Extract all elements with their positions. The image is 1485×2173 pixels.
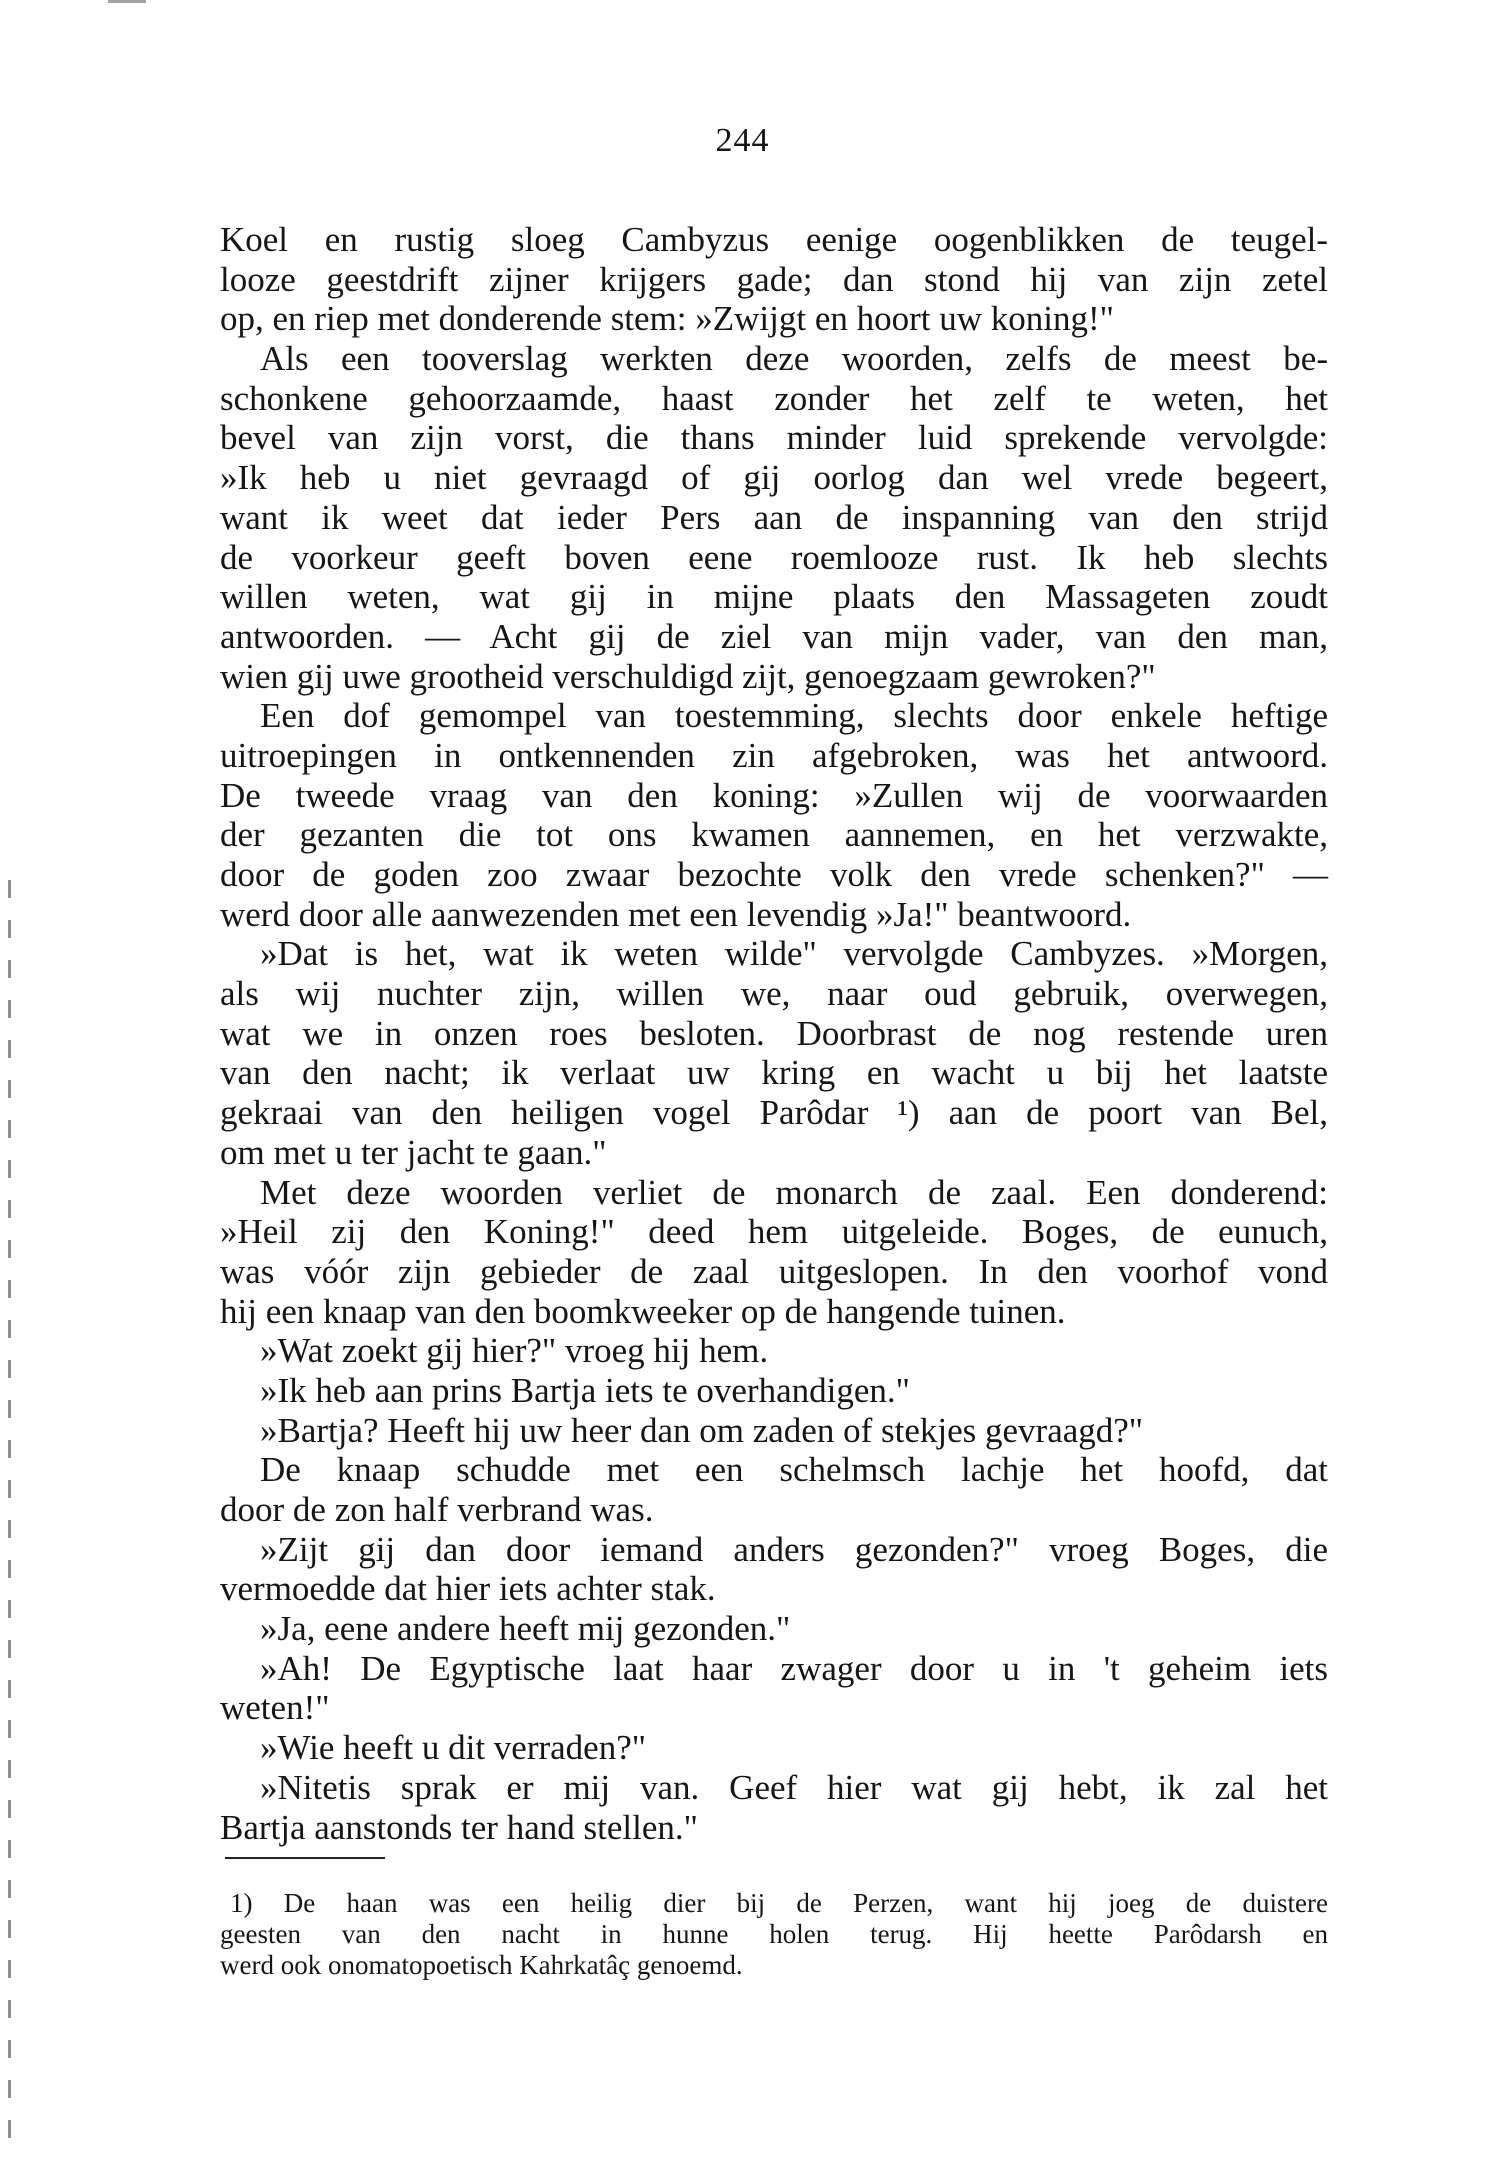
- text-line: De tweede vraag van den koning: »Zullen wij de voorwaarden: [220, 775, 1328, 815]
- paragraph: [220, 220, 1328, 339]
- text-line: om met u ter jacht te gaan.": [220, 1132, 607, 1172]
- text-line: »Ik heb aan prins Bartja iets te overhandigen.": [260, 1370, 910, 1410]
- footnote-line: 1) De haan was een heilig dier bij de Perzen, want hij joeg de duistere: [230, 1888, 1328, 1918]
- text-line: »Wie heeft u dit verraden?": [260, 1728, 647, 1768]
- text-line: »Heil zij den Koning!" deed hem uitgeleide. Boges, de eunuch,: [220, 1212, 1328, 1252]
- text-line: vermoedde dat hier iets achter stak.: [220, 1569, 716, 1609]
- text-line: hij een knaap van den boomkweeker op de hangende tuinen.: [220, 1291, 1066, 1331]
- text-line: door de zon half verbrand was.: [220, 1490, 654, 1529]
- paragraph: [220, 696, 1328, 934]
- text-line: was vóór zijn gebieder de zaal uitgeslopen. In den voorhof vond: [220, 1251, 1328, 1291]
- paragraph: [220, 1728, 1328, 1768]
- text-line: »Ik heb u niet gevraagd of gij oorlog dan wel vrede begeert,: [220, 458, 1328, 498]
- page-number: 244: [715, 122, 770, 159]
- text-line: gekraai van den heiligen vogel Parôdar ¹) aan de poort van Bel,: [220, 1093, 1328, 1133]
- paragraph: [220, 1649, 1328, 1728]
- text-line: looze geestdrift zijner krijgers gade; dan stond hij van zijn zetel: [220, 259, 1328, 299]
- paragraph: [220, 1173, 1328, 1332]
- text-line: »Wat zoekt gij hier?" vroeg hij hem.: [260, 1331, 769, 1371]
- paragraph: [220, 1450, 1328, 1529]
- text-line: want ik weet dat ieder Pers aan de inspanning van den strijd: [220, 497, 1328, 537]
- text-line: der gezanten die tot ons kwamen aannemen, en het verzwakte,: [220, 815, 1328, 855]
- text-line: weten!": [220, 1688, 330, 1728]
- text-line: willen weten, wat gij in mijne plaats den Massageten zoudt: [220, 577, 1328, 617]
- scan-artifact-mark: [108, 0, 146, 3]
- text-line: Een dof gemompel van toestemming, slechts door enkele heftige: [260, 696, 1328, 736]
- text-line: »Zijt gij dan door iemand anders gezonden?" vroeg Boges, die: [260, 1529, 1328, 1569]
- paragraph: [220, 934, 1328, 1172]
- text-line: »Bartja? Heeft hij uw heer dan om zaden of stekjes gevraagd?": [260, 1410, 1144, 1450]
- text-line: de voorkeur geeft boven eene roemlooze rust. Ik heb slechts: [220, 537, 1328, 577]
- text-line: uitroepingen in ontkennenden zin afgebroken, was het antwoord.: [220, 735, 1328, 775]
- paragraph: [220, 1768, 1328, 1847]
- text-line: bevel van zijn vorst, die thans minder luid sprekende vervolgde:: [220, 418, 1328, 458]
- text-line: van den nacht; ik verlaat uw kring en wacht u bij het laatste: [220, 1053, 1328, 1093]
- body-text: [220, 220, 1328, 1847]
- text-line: »Nitetis sprak er mij van. Geef hier wat gij hebt, ik zal het: [260, 1767, 1328, 1807]
- paragraph: [220, 339, 1328, 696]
- text-line: »Dat is het, wat ik weten wilde" vervolgde Cambyzes. »Morgen,: [260, 934, 1328, 974]
- paragraph: [220, 1609, 1328, 1649]
- text-line: antwoorden. — Acht gij de ziel van mijn vader, van den man,: [220, 616, 1328, 656]
- paragraph: [220, 1371, 1328, 1411]
- footnotes: [220, 1888, 1328, 1981]
- paragraph: [220, 1411, 1328, 1451]
- footnote-line: geesten van den nacht in hunne holen terug. Hij heette Parôdarsh en: [220, 1919, 1328, 1949]
- footnote-line: werd ook onomatopoetisch Kahrkatâç genoemd.: [220, 1950, 743, 1980]
- text-line: schonkene gehoorzaamde, haast zonder het zelf te weten, het: [220, 378, 1328, 418]
- text-line: »Ja, eene andere heeft mij gezonden.": [260, 1609, 791, 1649]
- text-line: op, en riep met donderende stem: »Zwijgt en hoort uw koning!": [220, 299, 1114, 339]
- text-line: Met deze woorden verliet de monarch de zaal. Een donderend:: [260, 1172, 1328, 1212]
- text-line: werd door alle aanwezenden met een levendig »Ja!" beantwoord.: [220, 894, 1132, 934]
- text-line: wat we in onzen roes besloten. Doorbrast de nog restende uren: [220, 1013, 1328, 1053]
- text-line: door de goden zoo zwaar bezochte volk den vrede schenken?" —: [220, 855, 1328, 894]
- footnote-rule: [225, 1857, 385, 1859]
- text-line: Koel en rustig sloeg Cambyzus eenige oogenblikken de teugel-: [220, 220, 1328, 259]
- text-line: wien gij uwe grootheid verschuldigd zijt, genoegzaam gewroken?": [220, 656, 1156, 696]
- text-line: als wij nuchter zijn, willen we, naar oud gebruik, overwegen,: [220, 974, 1328, 1014]
- paragraph: [220, 1530, 1328, 1609]
- scan-edge-shadow: [8, 880, 11, 2160]
- text-line: De knaap schudde met een schelmsch lachje het hoofd, dat: [260, 1450, 1328, 1490]
- text-line: Als een tooverslag werkten deze woorden, zelfs de meest be-: [260, 339, 1328, 379]
- paragraph: [220, 1331, 1328, 1371]
- text-line: »Ah! De Egyptische laat haar zwager door u in 't geheim iets: [260, 1648, 1328, 1688]
- text-line: Bartja aanstonds ter hand stellen.": [220, 1807, 698, 1847]
